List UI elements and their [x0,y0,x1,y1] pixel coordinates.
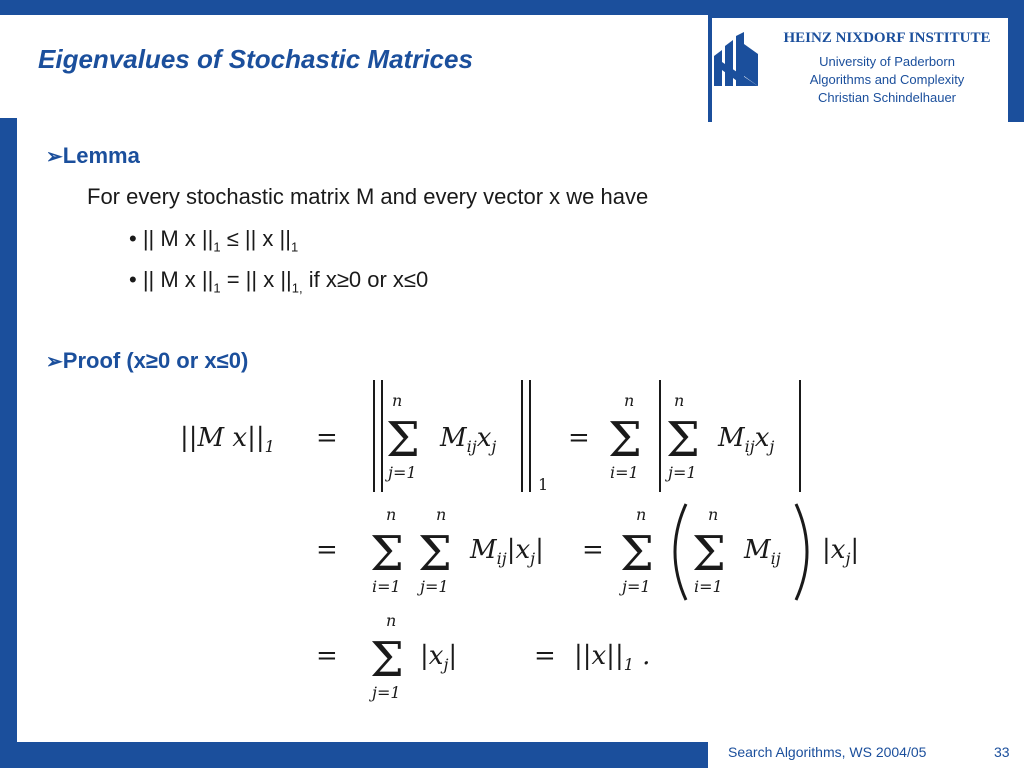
lemma-heading-label: Lemma [62,143,140,168]
bullet-1-sub2: 1 [290,239,299,255]
svg-text:j=1: j=1 [388,463,417,482]
arrow-bullet-icon: ➢ [46,351,63,373]
svg-text:j=1: j=1 [668,463,697,482]
svg-text:Σ: Σ [608,412,642,468]
institute-name: HEINZ NIXDORF INSTITUTE [783,30,991,46]
svg-text:=: = [316,535,338,565]
bullet-2-rel: = || x || [220,267,292,292]
slide-title: Eigenvalues of Stochastic Matrices [38,44,473,74]
arrow-bullet-icon: ➢ [46,146,63,168]
bullet-2-sub1: 1 [213,280,221,296]
institute-university: University of Paderborn [819,54,955,69]
svg-text:n: n [392,391,403,410]
svg-text:Σ: Σ [692,526,726,582]
page-number: 33 [994,744,1010,760]
svg-text:=: = [582,535,604,565]
svg-text:Mijxj: $M_{ij}x_j$ [718,423,775,456]
svg-text:i=1: i=1 [610,463,639,482]
svg-text:n: n [386,505,397,524]
bullet-1-rel: ≤ || x || [220,226,291,251]
svg-text:Mij|xj|: $M_{ij}|x_j|$ [470,535,544,568]
bullet-1-lhs: || M x || [142,226,214,251]
proof-heading-label: Proof (x≥0 or x≤0) [62,348,249,373]
svg-text:n: n [386,611,397,630]
svg-text:n: n [708,505,719,524]
svg-text:||x||1 .: $||x||_1$ . [574,641,651,674]
svg-text:i=1: i=1 [694,577,723,596]
svg-text:Σ: Σ [666,412,700,468]
svg-text:Σ: Σ [370,526,404,582]
svg-text:Mijxj: $M_{ij}x_j$ [440,423,497,456]
svg-text:j=1: j=1 [372,683,401,702]
svg-text:Σ: Σ [418,526,452,582]
svg-text:n: n [674,391,685,410]
lemma-statement: For every stochastic matrix M and every vector x we have [87,184,649,209]
svg-text:Mij: $M_{ij}$ [744,535,781,568]
svg-text:1: 1 [538,475,549,494]
svg-text:=: = [316,423,338,453]
bullet-1-sub1: 1 [213,239,221,255]
bullet-2-lhs: || M x || [142,267,214,292]
svg-text:|xj|: $|x_j|$ [420,641,458,674]
eq1-lhs: ||M $x||_1$ [180,423,275,456]
svg-text:j=1: j=1 [622,577,651,596]
bullet-dot: • [129,267,143,292]
svg-text:|xj|: $|x_j|$ [822,535,860,568]
bullet-dot: • [129,226,143,251]
footer-course: Search Algorithms, WS 2004/05 [728,744,927,760]
svg-text:i=1: i=1 [372,577,401,596]
svg-text:Σ: Σ [370,632,404,688]
svg-text:Σ: Σ [386,412,420,468]
svg-text:j=1: j=1 [420,577,449,596]
svg-text:n: n [636,505,647,524]
svg-text:=: = [568,423,590,453]
svg-text:n: n [436,505,447,524]
institute-author: Christian Schindelhauer [817,90,957,105]
svg-text:=: = [316,641,338,671]
bullet-2-sub2: 1, [291,280,303,296]
bullet-2-tail: if x≥0 or x≤0 [302,267,429,292]
svg-text:n: n [624,391,635,410]
svg-text:=: = [534,641,556,671]
institute-group: Algorithms and Complexity [809,72,965,87]
svg-text:Σ: Σ [620,526,654,582]
